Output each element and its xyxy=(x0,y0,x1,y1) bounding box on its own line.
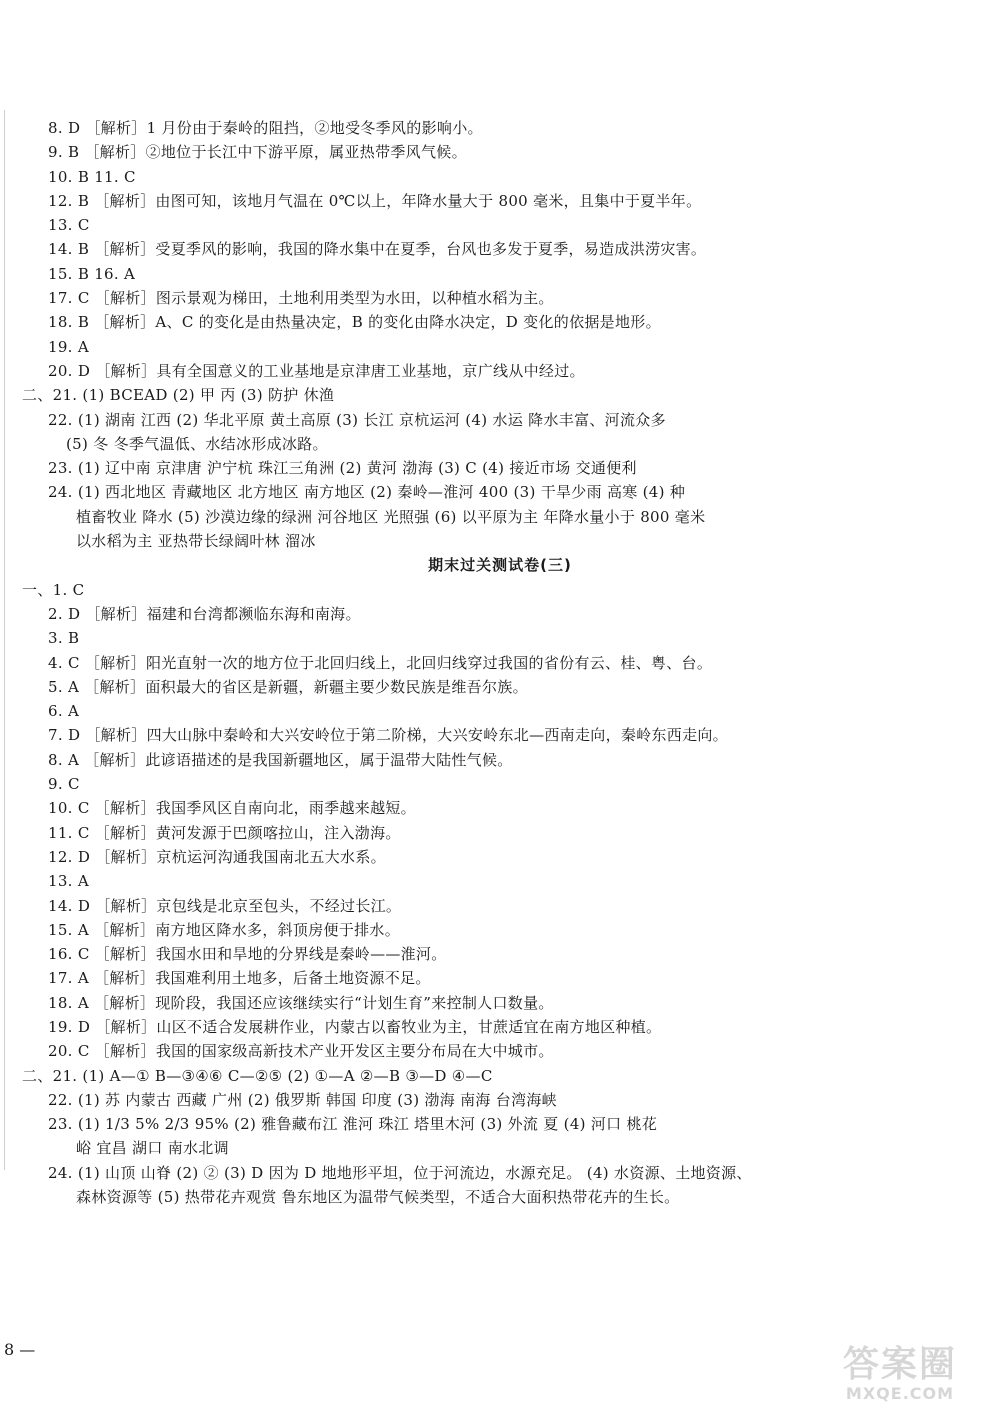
answer-line: 15. B 16. A xyxy=(48,264,136,283)
page-number: 8 — xyxy=(4,1340,36,1359)
answer-line: 9. B ［解析］②地位于长江中下游平原，属亚热带季风气候。 xyxy=(48,143,467,162)
answer-line: 11. C ［解析］黄河发源于巴颜喀拉山，注入渤海。 xyxy=(48,823,401,842)
answer-line: (5) 冬 冬季气温低、水结冰形成冰路。 xyxy=(66,434,328,453)
answer-line: 24. (1) 山顶 山脊 (2) ② (3) D 因为 D 地地形平坦，位于河流边，水源充足。 (4) 水资源、土地资源、 xyxy=(48,1163,752,1182)
answer-line: 7. D ［解析］四大山脉中秦岭和大兴安岭位于第二阶梯，大兴安岭东北—西南走向，秦岭东西走向。 xyxy=(48,726,728,745)
answer-line: 18. A ［解析］现阶段，我国还应该继续实行“计划生育”来控制人口数量。 xyxy=(48,993,554,1012)
answer-line: 13. C xyxy=(48,216,90,235)
answer-line: 二、21. (1) A—① B—③④⑥ C—②⑤ (2) ①—A ②—B ③—D ④—C xyxy=(22,1066,493,1085)
section-title: 期末过关测试卷(三) xyxy=(428,556,572,575)
watermark-url: MXQE.COM xyxy=(845,1384,955,1403)
answer-line: 20. C ［解析］我国的国家级高新技术产业开发区主要分布局在大中城市。 xyxy=(48,1042,554,1061)
answer-line: 22. (1) 苏 内蒙古 西藏 广州 (2) 俄罗斯 韩国 印度 (3) 渤海 南海 台湾海峡 xyxy=(48,1090,557,1109)
answer-line: 16. C ［解析］我国水田和旱地的分界线是秦岭——淮河。 xyxy=(48,945,447,964)
answer-key-page xyxy=(0,116,1000,1209)
answer-line: 8. D ［解析］1 月份由于秦岭的阻挡，②地受冬季风的影响小。 xyxy=(48,119,483,137)
answer-line: 18. B ［解析］A、C 的变化是由热量决定，B 的变化由降水决定，D 变化的依据是地形。 xyxy=(48,313,661,332)
answer-line: 14. B ［解析］受夏季风的影响，我国的降水集中在夏季，台风也多发于夏季，易造成洪涝灾害。 xyxy=(48,240,707,259)
answer-line: 二、21. (1) BCEAD (2) 甲 丙 (3) 防护 休渔 xyxy=(22,386,335,405)
answer-line: 19. A xyxy=(48,337,89,356)
answer-line: 22. (1) 湖南 江西 (2) 华北平原 黄土高原 (3) 长江 京杭运河 (4) 水运 降水丰富、河流众多 xyxy=(48,410,666,429)
answer-line: 峪 宜昌 湖口 南水北调 xyxy=(76,1139,229,1158)
answer-line: 12. D ［解析］京杭运河沟通我国南北五大水系。 xyxy=(48,847,386,866)
answer-line: 15. A ［解析］南方地区降水多，斜顶房便于排水。 xyxy=(48,920,401,939)
answer-line: 23. (1) 辽中南 京津唐 沪宁杭 珠江三角洲 (2) 黄河 渤海 (3) C (4) 接近市场 交通便利 xyxy=(48,459,637,478)
answer-line: 6. A xyxy=(48,702,80,721)
answer-line: 20. D ［解析］具有全国意义的工业基地是京津唐工业基地，京广线从中经过。 xyxy=(48,361,585,380)
answer-line: 8. A ［解析］此谚语描述的是我国新疆地区，属于温带大陆性气候。 xyxy=(48,750,513,769)
watermark-logo xyxy=(820,1336,980,1406)
answer-line: 5. A ［解析］面积最大的省区是新疆，新疆主要少数民族是维吾尔族。 xyxy=(48,677,528,696)
answer-line: 9. C xyxy=(48,775,80,794)
watermark-text: 答案圈 xyxy=(842,1344,957,1385)
answer-line: 24. (1) 西北地区 青藏地区 北方地区 南方地区 (2) 秦岭—淮河 400 (3) 干旱少雨 高寒 (4) 种 xyxy=(48,483,686,502)
answer-line: 一、1. C xyxy=(22,580,85,599)
answer-line: 12. B ［解析］由图可知，该地月气温在 0℃以上，年降水量大于 800 毫米，且集中于夏半年。 xyxy=(48,191,702,210)
answer-line: 23. (1) 1/3 5% 2/3 95% (2) 雅鲁藏布江 淮河 珠江 塔里木河 (3) 外流 夏 (4) 河口 桃花 xyxy=(48,1115,658,1134)
answer-line: 4. C ［解析］阳光直射一次的地方位于北回归线上，北回归线穿过我国的省份有云、桂、粤、台。 xyxy=(48,653,713,672)
answer-line: 2. D ［解析］福建和台湾都濒临东海和南海。 xyxy=(48,604,361,623)
answer-line: 10. C ［解析］我国季风区自南向北，雨季越来越短。 xyxy=(48,799,416,818)
answer-line: 植畜牧业 降水 (5) 沙漠边缘的绿洲 河谷地区 光照强 (6) 以平原为主 年降水量小于 800 毫米 xyxy=(76,507,706,526)
answer-line: 17. C ［解析］图示景观为梯田，土地利用类型为水田，以种植水稻为主。 xyxy=(48,289,554,308)
answer-line: 13. A xyxy=(48,872,89,891)
answer-line: 17. A ［解析］我国难利用土地多，后备土地资源不足。 xyxy=(48,969,431,988)
answer-line: 10. B 11. C xyxy=(48,167,136,186)
answer-line: 3. B xyxy=(48,629,80,648)
answer-line: 14. D ［解析］京包线是北京至包头，不经过长江。 xyxy=(48,896,402,915)
answer-line: 森林资源等 (5) 热带花卉观赏 鲁东地区为温带气候类型，不适合大面积热带花卉的生长。 xyxy=(76,1188,680,1207)
answer-line: 19. D ［解析］山区不适合发展耕作业，内蒙古以畜牧业为主，甘蔗适宜在南方地区种植。 xyxy=(48,1017,662,1036)
answer-line: 以水稻为主 亚热带长绿阔叶林 溜冰 xyxy=(76,532,316,551)
